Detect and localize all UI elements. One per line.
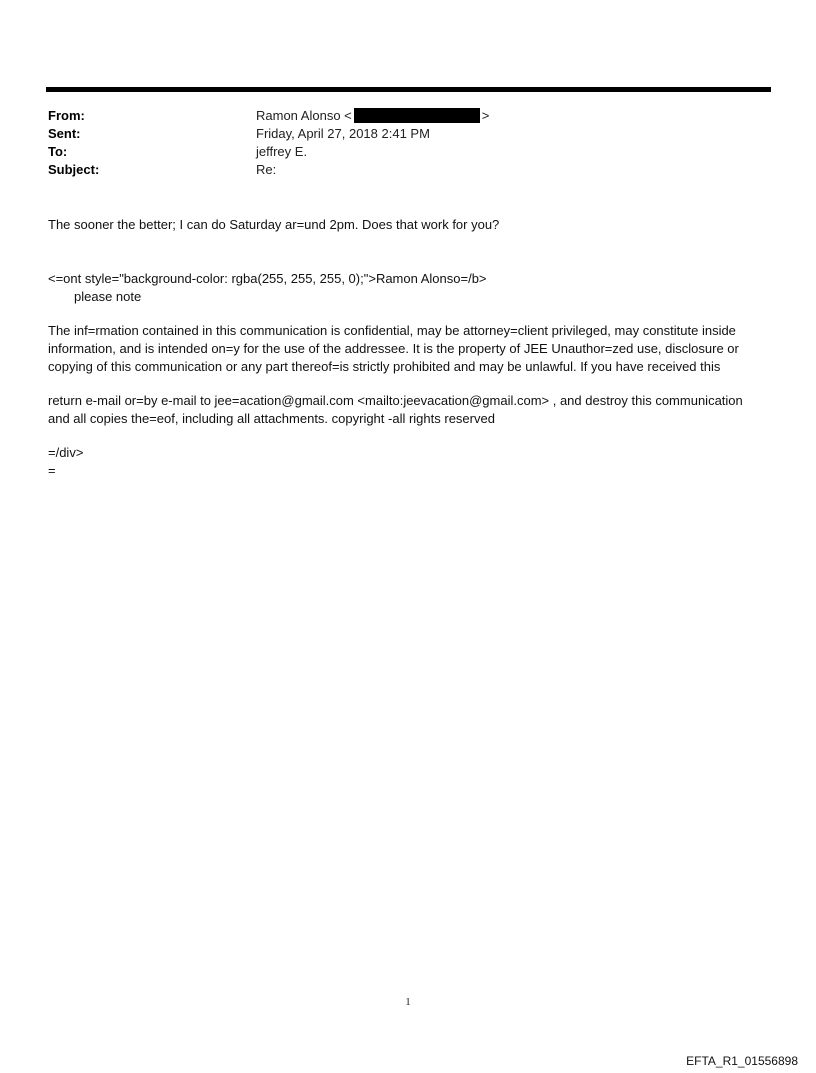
disclaimer-paragraph-1: The inf=rmation contained in this communication is confidential, may be attorney=client privileged, may constitute inside information, and is intended on=y for the use of the addressee. It is the property of JEE Unauthor=zed use, disclosure or copying of this communication or any part thereof=is strictly prohibited and may be unlawful. If you have received this <box>48 323 739 374</box>
signature-note: please note <box>74 289 142 304</box>
closing-div-text: =/div> <box>48 445 84 460</box>
subject-value: Re: <box>256 162 277 177</box>
email-body <box>48 216 763 480</box>
trailing-equals: = <box>48 463 56 478</box>
subject-row <box>48 161 768 179</box>
disclaimer-paragraph-2: return e-mail or=by e-mail to jee=acation@gmail.com <mailto:jeevacation@gmail.com> , and destroy this communication and all copies the=eof, including all attachments. copyright -all rights reserved <box>48 393 743 426</box>
sent-value: Friday, April 27, 2018 2:41 PM <box>256 126 430 141</box>
page-number: 1 <box>405 996 411 1008</box>
bates-number: EFTA_R1_01556898 <box>686 1054 798 1068</box>
to-value: jeffrey E. <box>256 144 308 159</box>
header-divider <box>46 87 771 92</box>
subject-label: Subject: <box>48 162 100 177</box>
from-row <box>48 107 768 125</box>
sent-row <box>48 125 768 143</box>
from-name: Ramon Alonso < <box>256 108 352 123</box>
email-header <box>48 107 768 179</box>
sent-label: Sent: <box>48 126 81 141</box>
to-label: To: <box>48 144 68 159</box>
from-value <box>256 107 489 125</box>
to-row <box>48 143 768 161</box>
from-suffix: > <box>481 108 490 123</box>
signature-line: <=ont style="background-color: rgba(255, 255, 255, 0);">Ramon Alonso=/b> <box>48 271 487 286</box>
redaction-block <box>354 108 480 123</box>
from-label: From: <box>48 108 85 123</box>
message-line: The sooner the better; I can do Saturday ar=und 2pm. Does that work for you? <box>48 217 500 232</box>
